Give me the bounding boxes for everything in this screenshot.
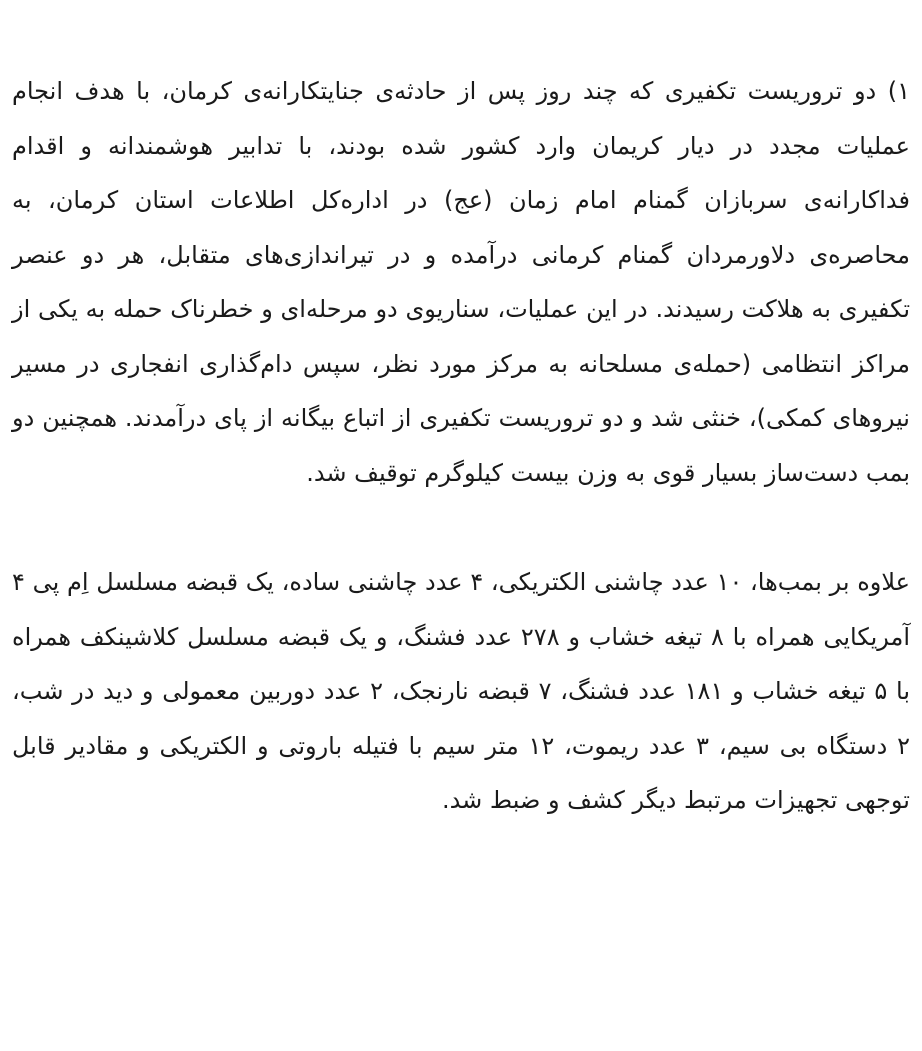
paragraph-operation: ۱) دو تروریست تکفیری که چند روز پس از حادثه‌ی جنایتکارانه‌ی کرمان، با هدف انجام عملیات مجدد در دیار کریمان وارد کشور شده بودند، با تدابیر هوشمندانه و اقدام فداکارانه‌ی سربازان گمنام امام زمان (عج) در اداره‌کل اطلاعات استان کرمان، به محاصره‌ی دلاورمردان گمنام کرمانی درآمده و در تیراندازی‌های متقابل، هر دو عنصر تکفیری به هلاکت رسیدند. در این عملیات، سناریوی دو مرحله‌ای و خطرناک حمله به یکی از مراکز انتظامی (حمله‌ی مسلحانه به مرکز مورد نظر، سپس دام‌گذاری انفجاری در مسیر نیروهای کمکی)، خنثی شد و دو تروریست تکفیری از اتباع بیگانه از پای درآمدند. همچنین دو بمب دست‌ساز بسیار قوی به وزن بیست کیلوگرم توقیف شد. <box>12 77 910 487</box>
paragraph-seized-items: علاوه بر بمب‌ها، ۱۰ عدد چاشنی الکتریکی، ۴ عدد چاشنی ساده، یک قبضه مسلسل اِم پی ۴ آمریکایی همراه با ۸ تیغه خشاب و ۲۷۸ عدد فشنگ، و یک قبضه مسلسل کلاشینکف همراه با ۵ تیغه خشاب و ۱۸۱ عدد فشنگ، ۷ قبضه نارنجک، ۲ عدد دوربین معمولی و دید در شب، ۲ دستگاه بی سیم، ۳ عدد ریموت، ۱۲ متر سیم با فتیله باروتی و الکتریکی و مقادیر قابل توجهی تجهیزات مرتبط دیگر کشف و ضبط شد. <box>12 568 911 814</box>
